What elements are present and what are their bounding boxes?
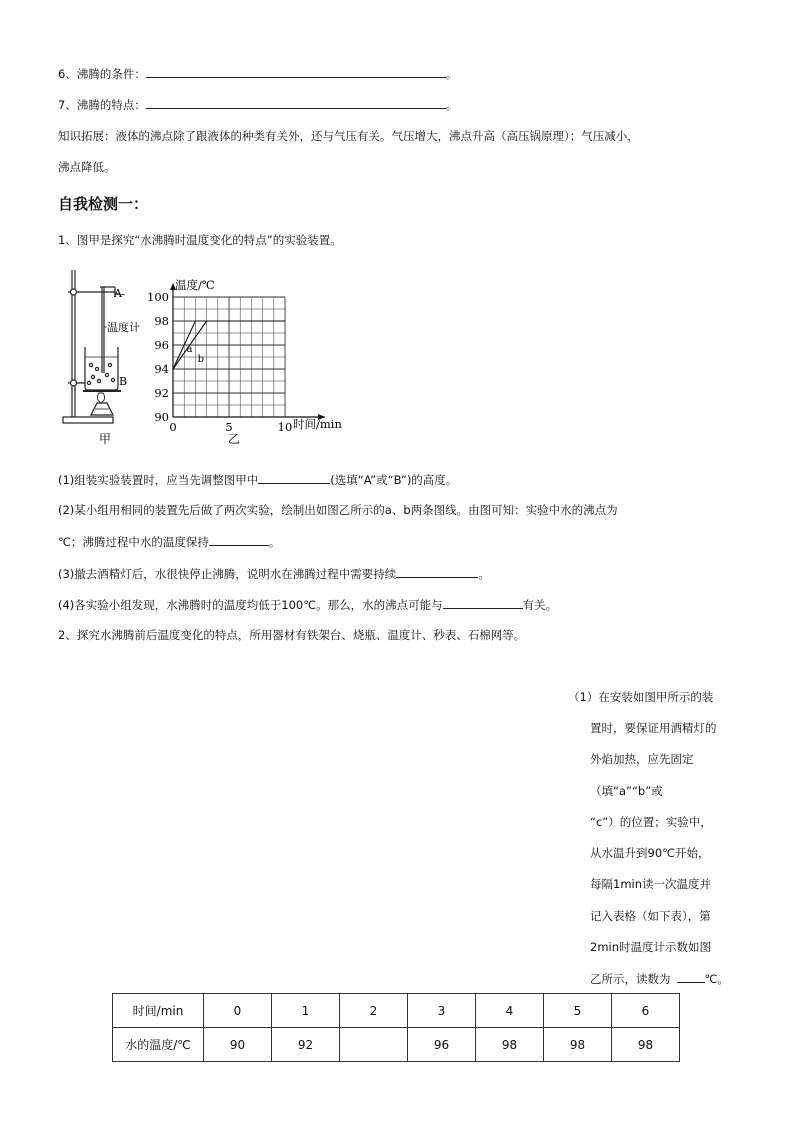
y-tick-label: 90 [154,410,169,424]
table-cell: 98 [476,1028,544,1062]
q6-line [58,65,457,82]
table-cell: 0 [204,994,272,1028]
p2-right-line-6: 每隔1min读一次温度并 [590,877,712,891]
x-tick-label: 0 [169,420,177,434]
series-b-label: b [197,353,205,365]
table-cell: 5 [544,994,612,1028]
p1-q3-tail: 。 [478,567,490,581]
table-cell: 90 [204,1028,272,1062]
table-header-time: 时间/min [113,994,204,1028]
p2-reading-blank[interactable] [677,970,705,983]
p1-q4 [58,596,557,613]
table-cell: 96 [408,1028,476,1062]
chart-axes [170,283,325,420]
x-tick-label: 10 [277,420,293,434]
y-tick-label: 96 [154,338,169,352]
table-cell: 1 [272,994,340,1028]
p2-right-line-2: 外焰加热，应先固定 [590,752,694,766]
table-cell: 92 [272,1028,340,1062]
figure-jia-label: 甲 [99,432,112,445]
chart-x-title: 时间/min [293,417,342,431]
p1-q2-text: ℃；沸腾过程中水的温度保持 [58,535,209,549]
p1-q3-text: (3)撤去酒精灯后，水很快停止沸腾，说明水在沸腾过程中需要持续 [58,567,397,581]
x-tick-label: 5 [225,420,233,434]
p1-q1-tail: (选填“A”或“B”)的高度。 [330,473,458,487]
p1-q1-blank[interactable] [258,471,330,484]
table-cell: 98 [612,1028,680,1062]
p1-q2-line1: (2)某小组用相同的装置先后做了两次实验，绘制出如图乙所示的a、b两条图线。由图可知：实验中水的沸点为 [58,503,618,517]
y-tick-label: 98 [154,314,169,328]
table-cell-blank[interactable] [340,1028,408,1062]
q7-label: 7、沸腾的特点： [58,98,146,112]
knowledge-line-1: 知识拓展：液体的沸点除了跟液体的种类有关外，还与气压有关。气压增大，沸点升高（高压锅原理）；气压减小， [58,129,639,143]
p1-q2-line2 [58,533,280,550]
label-b: B [119,375,128,388]
p2-right-line-3: （填“a”“b”或 [590,784,663,798]
chart-grid [173,297,285,417]
table-cell: 98 [544,1028,612,1062]
p1-q4-tail: 有关。 [522,598,558,612]
table-header-temp: 水的温度/℃ [113,1028,204,1062]
p1-q3 [58,565,490,582]
p2-reading-unit: ℃。 [704,972,729,986]
y-tick-label: 100 [147,290,169,304]
q6-answer-blank[interactable] [146,65,446,78]
p2-right-line-8: 2min时温度计示数如图 [590,940,712,954]
p2-intro: 2、探究水沸腾前后温度变化的特点，所用器材有铁架台、烧瓶、温度计、秒表、石棉网等。 [58,628,526,642]
p1-q3-blank[interactable] [396,565,478,578]
label-a: A [114,287,122,300]
knowledge-line-2: 沸点降低。 [58,160,116,174]
p1-q4-text: (4)各实验小组发现，水沸腾时的温度均低于100℃。那么，水的沸点可能与 [58,598,443,612]
p2-right-line-1: 置时，要保证用酒精灯的 [590,721,717,735]
thermometer-label: 温度计 [107,321,140,334]
p1-q1 [58,471,457,488]
section-title: 自我检测一： [58,195,149,213]
table-row-temp [113,1028,680,1062]
p2-right-line-0: （1）在安装如图甲所示的装 [568,690,714,704]
p1-q4-blank[interactable] [443,596,523,609]
chart-y-title: 温度/℃ [175,278,215,292]
q7-answer-blank[interactable] [146,96,446,109]
p2-right-line-5: 从水温升到90℃开始， [590,846,710,860]
table-row-time [113,994,680,1028]
q7-line [58,96,457,113]
y-tick-label: 94 [154,362,169,376]
figure-yi-label: 乙 [228,432,241,445]
temperature-table [112,993,680,1062]
experiment-figure [55,265,355,445]
series-a-label: a [186,344,193,356]
q7-end: 。 [445,98,458,112]
y-tick-label: 92 [154,386,169,400]
p2-reading-text: 乙所示，读数为 [590,972,671,986]
p1-intro: 1、图甲是探究“水沸腾时温度变化的特点”的实验装置。 [58,233,342,247]
p1-q2-tail: 。 [268,535,281,549]
p2-right-line-7: 记入表格（如下表），第 [590,909,711,923]
p2-right-line-4: “c”）的位置；实验中， [590,815,712,829]
table-cell: 2 [340,994,408,1028]
p2-reading-line [590,970,729,987]
p1-q1-text: (1)组装实验装置时，应当先调整图甲中 [58,473,259,487]
p1-q2-blank[interactable] [209,533,269,546]
chart-tick-labels [147,290,292,434]
q6-end: 。 [445,67,458,81]
q6-label: 6、沸腾的条件： [58,67,146,81]
table-cell: 4 [476,994,544,1028]
table-cell: 6 [612,994,680,1028]
table-cell: 3 [408,994,476,1028]
